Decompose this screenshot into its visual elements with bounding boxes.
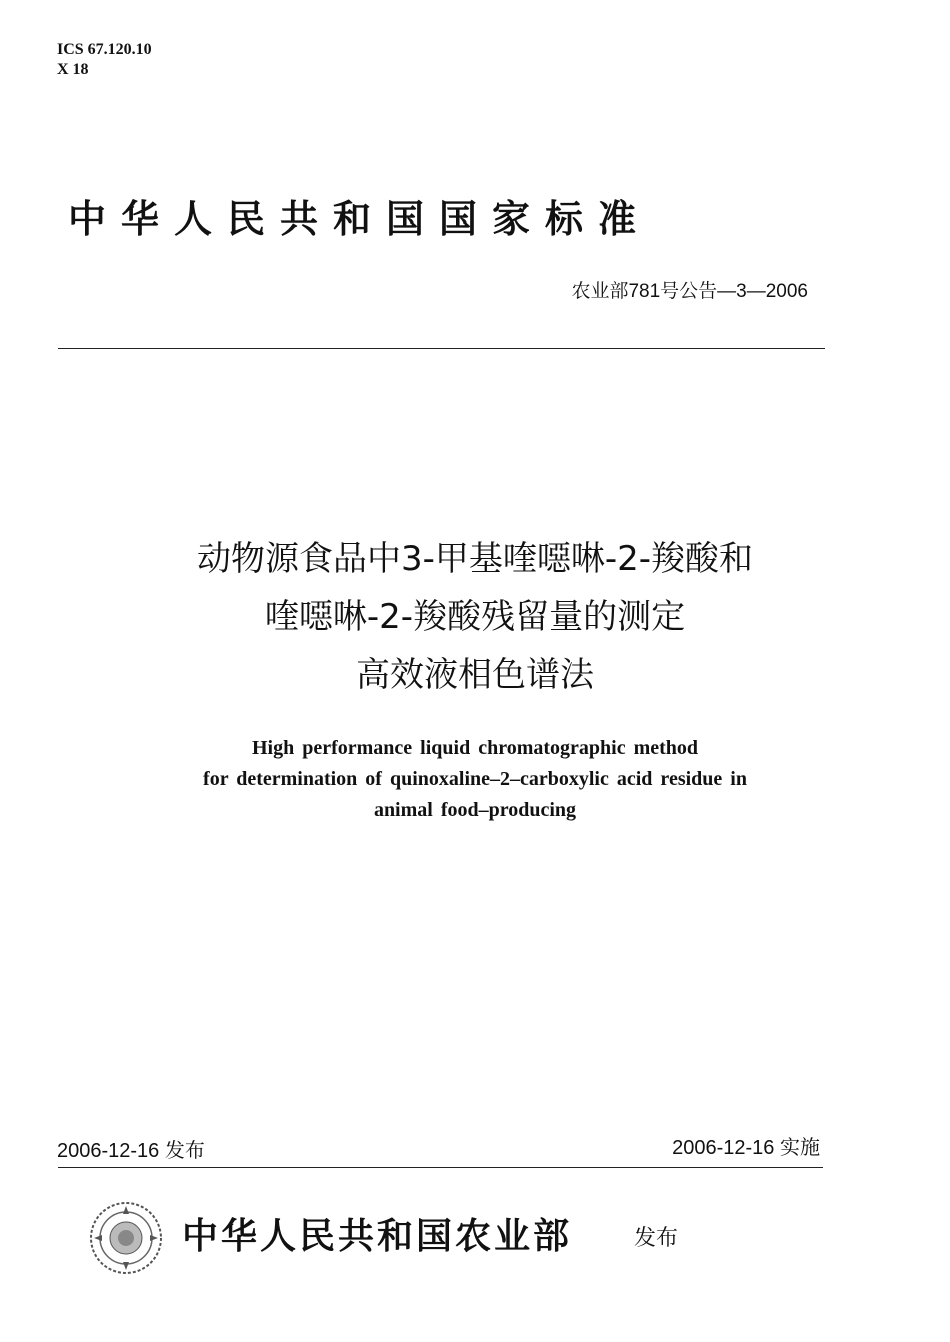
issue-label: 发布 <box>634 1225 679 1250</box>
standard-code: 农业部781号公告—3—2006 <box>571 281 808 302</box>
bottom-divider <box>58 1167 823 1168</box>
ministry-seal-icon <box>88 1200 164 1276</box>
chinese-title-line-3: 高效液相色谱法 <box>356 655 594 695</box>
publish-date: 2006-12-16 发布 <box>57 1140 205 1162</box>
issuing-authority: 中华人民共和国农业部 <box>182 1215 573 1257</box>
english-title-line-1: High performance liquid chromatographic method <box>251 737 699 759</box>
english-title-line-2: for determination of quinoxaline–2–carboxylic acid residue in <box>203 768 747 790</box>
chinese-title-line-2: 喹噁啉-2-羧酸残留量的测定 <box>264 597 686 637</box>
implement-date: 2006-12-16 实施 <box>672 1137 820 1159</box>
ics-code: ICS 67.120.10 <box>57 41 152 58</box>
ccs-code: X 18 <box>57 61 89 78</box>
chinese-title-line-1: 动物源食品中3-甲基喹噁啉-2-羧酸和 <box>196 539 754 579</box>
standard-title: 中华人民共和国国家标准 <box>68 196 652 241</box>
english-title <box>40 733 910 826</box>
top-divider <box>58 348 825 349</box>
classification-codes <box>57 40 152 80</box>
chinese-title <box>40 530 910 704</box>
english-title-line-3: animal food–producing <box>373 799 577 821</box>
